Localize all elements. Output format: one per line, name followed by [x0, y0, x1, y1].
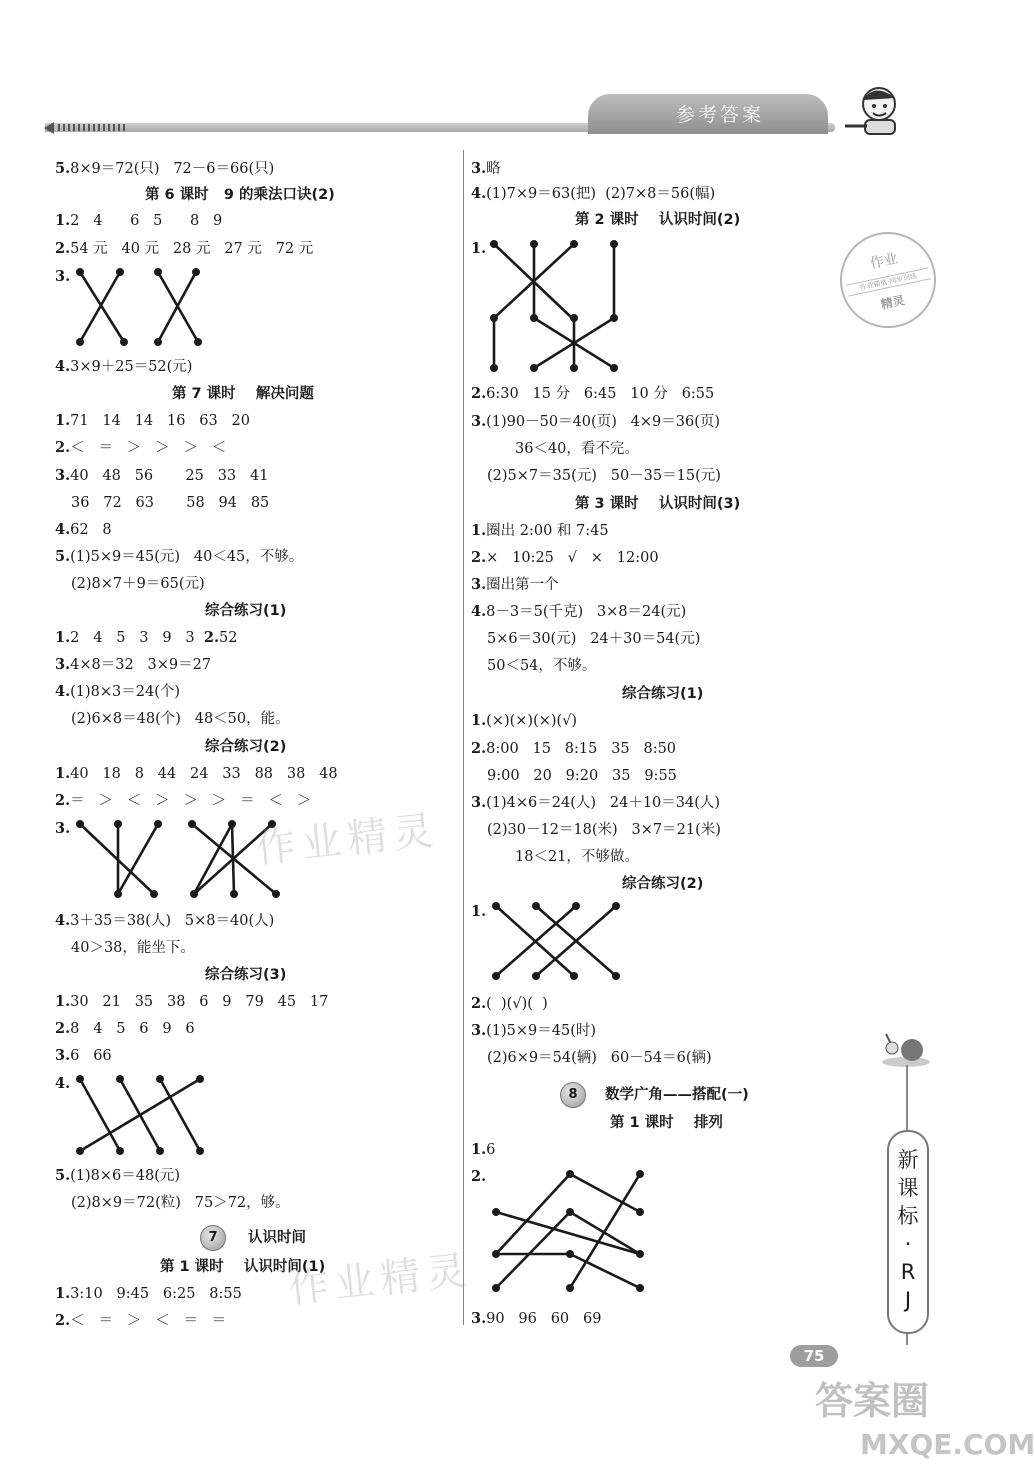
unit-badge: 8	[560, 1082, 586, 1108]
mascot-icon	[845, 82, 905, 138]
answer-line: 2.8:00 15 8:15 35 8:50	[471, 740, 677, 757]
side-char: 新	[897, 1148, 919, 1172]
answer-line: 4.(1)8×3＝24(个)	[55, 683, 181, 700]
header-arrow	[44, 122, 54, 134]
answer-line: 50＜54，不够。	[487, 658, 597, 674]
answer-line: (2)8×9＝72(粒) 75＞72，够。	[71, 1195, 290, 1211]
answer-line: 1.71 14 14 16 63 20	[55, 412, 250, 429]
lesson-heading: 第 6 课时 9 的乘法口诀(2)	[145, 187, 335, 203]
answer-line: 4.8－3＝5(千克) 3×8＝24(元)	[471, 603, 687, 620]
section-heading: 综合练习(2)	[205, 739, 287, 755]
matching-diagram	[72, 268, 212, 348]
answer-line: 1.	[471, 903, 487, 920]
lesson-heading: 第 2 课时 认识时间(2)	[575, 212, 741, 228]
column-divider	[463, 150, 464, 1325]
answer-line: 3.(1)5×9＝45(时)	[471, 1022, 597, 1039]
answer-line: 3.略	[471, 160, 501, 177]
unit-title: 数学广角——搭配(一)	[605, 1087, 749, 1103]
answer-line: (2)5×7＝35(元) 50－35＝15(元)	[487, 468, 721, 484]
section-heading: 综合练习(1)	[205, 603, 287, 619]
stamp-line2: 作业精选·同步训练	[846, 267, 931, 296]
answer-line: (2)8×7＋9＝65(元)	[71, 576, 205, 592]
stamp-logo	[831, 223, 945, 337]
side-char: R	[900, 1260, 916, 1284]
answer-line: 5×6＝30(元) 24＋30＝54(元)	[487, 631, 701, 647]
side-char: 课	[897, 1176, 919, 1200]
answer-line: (2)30－12＝18(米) 3×7＝21(米)	[487, 822, 721, 838]
unit-title: 认识时间	[248, 1230, 306, 1246]
answer-line: (2)6×8＝48(个) 48＜50，能。	[71, 711, 290, 727]
lesson-heading: 第 1 课时 排列	[610, 1115, 723, 1131]
answer-line: 1.(×)(×)(×)(√)	[471, 712, 578, 729]
answer-line: 2.6:30 15 分 6:45 10 分 6:55	[471, 385, 715, 402]
answer-line: 3.4×8＝32 3×9＝27	[55, 656, 212, 673]
answer-line: 4.3＋35＝38(人) 5×8＝40(人)	[55, 912, 275, 929]
matching-diagram	[490, 1168, 650, 1296]
answer-line: 5.(1)8×6＝48(元)	[55, 1167, 181, 1184]
section-heading: 综合练习(1)	[622, 686, 704, 702]
answer-line: 40＞38，能坐下。	[71, 940, 195, 956]
answer-line: 36＜40，看不完。	[515, 441, 639, 457]
answer-line: 3.(1)90－50＝40(页) 4×9＝36(页)	[471, 413, 721, 430]
side-char: ·	[904, 1232, 912, 1256]
watermark: 作业精灵	[253, 807, 442, 873]
answer-line: 1.30 21 35 38 6 9 79 45 17	[55, 993, 329, 1010]
stamp-line1: 作业	[868, 250, 900, 273]
snail-icon	[880, 1032, 932, 1068]
answer-line: 3.(1)4×6＝24(人) 24＋10＝34(人)	[471, 794, 721, 811]
header-ticks	[58, 124, 128, 131]
answer-line: 1.2 4 6 5 8 9	[55, 212, 223, 229]
lesson-heading: 第 1 课时 认识时间(1)	[160, 1259, 326, 1275]
watermark: 作业精灵	[286, 1247, 475, 1313]
unit-badge: 7	[200, 1225, 226, 1251]
answer-line: 2.8 4 5 6 9 6	[55, 1020, 195, 1037]
answer-line: 2.＝ ＞ ＜ ＞ ＞ ＞ ＝ ＜ ＞	[55, 792, 312, 809]
answer-line: 5.(1)5×9＝45(元) 40＜45，不够。	[55, 548, 304, 565]
answer-line: 3.	[55, 820, 71, 837]
section-heading: 综合练习(2)	[622, 876, 704, 892]
answer-line: 9:00 20 9:20 35 9:55	[487, 768, 677, 784]
answer-line: 4.62 8	[55, 521, 112, 538]
answer-line: 2.＜ ＝ ＞ ＞ ＞ ＜	[55, 439, 227, 456]
answer-line: 1.	[471, 240, 487, 257]
answer-line: 3.	[55, 268, 71, 285]
answer-line: 1.2 4 5 3 9 3 2.52	[55, 629, 238, 646]
site-url: MXQE.COM	[860, 1428, 1035, 1461]
answer-line: 3.90 96 60 69	[471, 1310, 602, 1327]
answer-line: 2.54 元 40 元 28 元 27 元 72 元	[55, 240, 314, 257]
answer-line: 4.3×9＋25＝52(元)	[55, 358, 193, 375]
header-title: 参考答案	[675, 104, 764, 126]
answer-line: 1.6	[471, 1141, 496, 1158]
site-logo: 答案圈	[815, 1379, 930, 1423]
answer-line: 4.(1)7×9＝63(把) (2)7×8＝56(幅)	[471, 185, 716, 202]
answer-line: 5.8×9＝72(只) 72－6＝66(只)	[55, 160, 275, 177]
answer-line: 1.3:10 9:45 6:25 8:55	[55, 1285, 242, 1302]
side-char: J	[904, 1288, 912, 1312]
matching-diagram	[72, 1073, 212, 1157]
lesson-heading: 第 3 课时 认识时间(3)	[575, 496, 741, 512]
answer-line: 2.( )(√)( )	[471, 995, 548, 1012]
answer-line: 3.圈出第一个	[471, 576, 559, 593]
matching-diagram	[490, 900, 625, 984]
answer-line: 1.圈出 2:00 和 7:45	[471, 522, 609, 539]
answer-line: 2.	[471, 1168, 487, 1185]
answer-line: 3.40 48 56 25 33 41	[55, 467, 269, 484]
stamp-line3: 精灵	[879, 293, 906, 312]
page-number: 75	[790, 1345, 838, 1367]
answer-line: 4.	[55, 1075, 71, 1092]
answer-line: 1.40 18 8 44 24 33 88 38 48	[55, 765, 338, 782]
side-char: 标	[897, 1204, 919, 1228]
answer-line: 2.× 10:25 √ × 12:00	[471, 549, 659, 566]
lesson-heading: 第 7 课时 解决问题	[172, 386, 314, 402]
answer-line: 3.6 66	[55, 1047, 112, 1064]
answer-line: 36 72 63 58 94 85	[71, 495, 270, 511]
matching-diagram	[488, 238, 628, 378]
section-heading: 综合练习(3)	[205, 967, 287, 983]
answer-line: 2.＜ ＝ ＞ ＜ ＝ ＝	[55, 1312, 227, 1329]
answer-line: (2)6×9＝54(辆) 60－54＝6(辆)	[487, 1050, 712, 1066]
answer-line: 18＜21，不够做。	[515, 849, 639, 865]
curriculum-label	[887, 1130, 929, 1334]
